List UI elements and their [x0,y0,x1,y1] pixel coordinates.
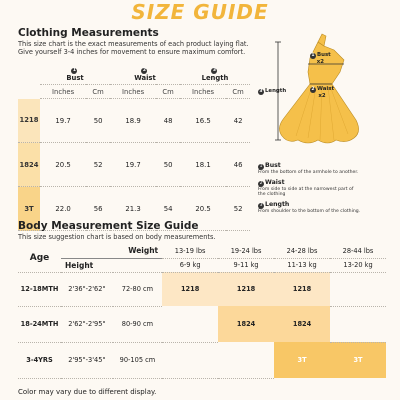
height-header: Height [61,258,162,272]
size-cell: 1218 [162,272,218,306]
height-cm: 90-105 cm [113,342,162,378]
table-row [18,272,386,306]
cell: 52 [226,187,250,231]
weight-header: Weight [61,244,162,258]
size-label: 1824 [18,143,40,187]
col-length: 3 Length [180,62,250,85]
unit-label: Inches [110,85,156,99]
cell: 48 [156,99,180,143]
cell: 42 [226,99,250,143]
height-in: 2'36"-2'62" [61,272,113,306]
legend-waist: 2 Waist From side to side at the narrowest part of the clothing [258,179,354,197]
cell: 56 [86,187,110,231]
diagram-bust-label: 1 Bust x2 [311,52,331,65]
cell: 19.7 [40,99,86,143]
age-header: Age [18,244,61,272]
height-cm: 72-80 cm [113,272,162,306]
size-cell: 3T [274,342,330,378]
size-cell: 1218 [218,272,274,306]
weight-lbs: 24-28 lbs [274,244,330,258]
size-label: 3T [18,187,40,231]
cell: 52 [86,143,110,187]
diagram-length-label: 3 Length [259,88,287,94]
table-row [18,306,386,342]
weight-kg: 11-13 kg [274,258,330,272]
unit-label: Cm [226,85,250,99]
weight-lbs: 28-44 lbs [330,244,386,258]
cell: 20.5 [180,187,226,231]
cell: 18.9 [110,99,156,143]
table-row [18,99,250,143]
clothing-table [18,62,250,231]
table-row [18,143,250,187]
dress-diagram [258,28,388,163]
cell: 20.5 [40,143,86,187]
weight-kg: 9-11 kg [218,258,274,272]
cell: 16.5 [180,99,226,143]
age-cell: 3-4YRS [18,342,61,378]
cell: 22.0 [40,187,86,231]
size-cell: 1824 [218,306,274,342]
weight-kg: 13-20 kg [330,258,386,272]
size-cell [218,342,274,378]
diagram-waist-label: 2 Waist x2 [311,86,335,99]
weight-kg: 6-9 kg [162,258,218,272]
unit-label: Cm [86,85,110,99]
cell: 46 [226,143,250,187]
size-cell: 3T [330,342,386,378]
age-cell: 12-18MTH [18,272,61,306]
unit-label: Inches [40,85,86,99]
cell: 50 [86,99,110,143]
clothing-desc-1: This size chart is the exact measurements of each product laying flat. [18,40,249,48]
body-table [18,244,386,379]
height-in: 2'95"-3'45" [61,342,113,378]
unit-label: Cm [156,85,180,99]
size-label: 1218 [18,99,40,143]
body-heading: Body Measurement Size Guide [18,220,199,232]
unit-label: Inches [180,85,226,99]
size-cell: 1824 [274,306,330,342]
col-bust: 1 Bust [40,62,110,85]
height-cm: 80-90 cm [113,306,162,342]
page-title: SIZE GUIDE [131,0,269,24]
age-cell: 18-24MTH [18,306,61,342]
cell: 19.7 [110,143,156,187]
size-cell [162,306,218,342]
size-cell [330,306,386,342]
clothing-desc-2: Give yourself 3-4 inches for movement to ensure maximum comfort. [18,48,246,56]
clothing-heading: Clothing Measurements [18,27,159,39]
size-cell [330,272,386,306]
height-in: 2'62"-2'95" [61,306,113,342]
legend-length: 3 Length From shoulder to the bottom of the clothing. [258,201,361,214]
measurement-legend [258,162,398,214]
cell: 54 [156,187,180,231]
cell: 18.1 [180,143,226,187]
col-waist: 2 Waist [110,62,180,85]
footer-note: Color may vary due to different display. [18,388,157,396]
weight-lbs: 13-19 lbs [162,244,218,258]
weight-lbs: 19-24 lbs [218,244,274,258]
legend-bust: 1 Bust From the bottom of the armhole to another. [258,162,359,175]
size-cell [162,342,218,378]
cell: 21.3 [110,187,156,231]
body-desc: This size suggestion chart is based on body measurements. [18,233,216,241]
size-cell: 1218 [274,272,330,306]
table-row [18,342,386,378]
cell: 50 [156,143,180,187]
